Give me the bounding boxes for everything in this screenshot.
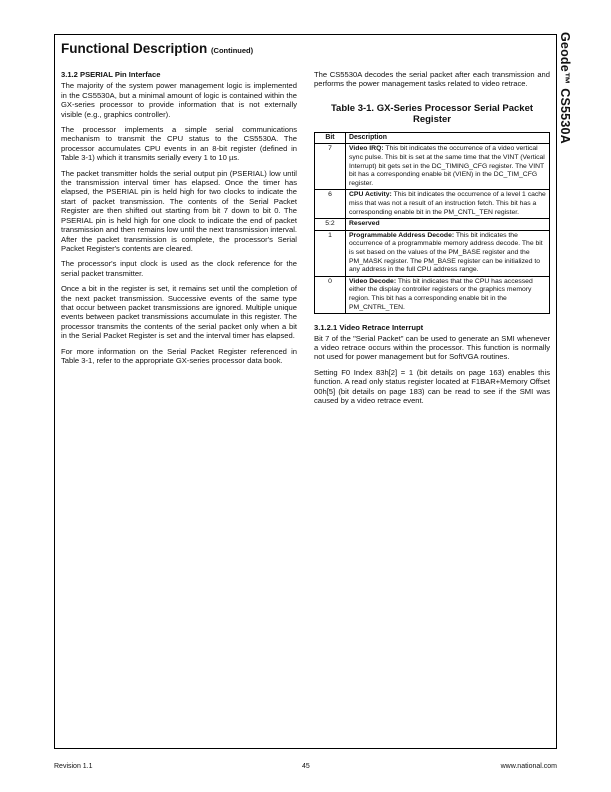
left-paragraph: The packet transmitter holds the serial output pin (PSERIAL) low until the transmission interval timer has elapsed. Once the timer has elapsed, the PSERIAL pin is held high for two clocks to indicate the start of packet transmission. The contents of the Serial Packet Register are then shifted out starting from bit 7 down to bit 0. The PSERIAL pin is held high for one clock to indicate the end of packet transmission and then remains low until the next transmission interval. After the packet transmission is complete, the processor's Serial Packet Register's contents are cleared.: [61, 168, 297, 253]
field-name: Programmable Address Decode:: [349, 231, 455, 239]
title-text: Functional Description: [61, 41, 208, 56]
product-sidebar: [560, 32, 582, 252]
right-column: [314, 70, 550, 411]
field-description: This bit indicates that the CPU has accessed either the display controller registers or the graphics memory region. This bit has a corresponding enable bit in the PM_CNTRL_TEN.: [349, 277, 533, 311]
left-paragraph: The majority of the system power management logic is implemented in the CS5530A, but a minimal amount of logic is contained within the GX-series processor to provide information that is not externally visible (e.g., graphics controller).: [61, 81, 297, 119]
register-table: [314, 132, 550, 314]
field-description: This bit indicates the occurrence of a video vertical sync pulse. This bit is set at the same time that the VINT (Vertical Interrupt) bit gets set in the DC_TIMING_CFG register. The VINT bit has a corresponding enable bit (VIEN) in the DC_TIM_CFG register.: [349, 145, 545, 187]
description-cell: [346, 190, 550, 219]
footer-revision: Revision 1.1: [54, 763, 93, 770]
description-cell: [346, 219, 550, 231]
field-description: This bit indicates the occurrence of a programmable memory address decode. The bit is set based on the values of the PM_BASE register and the PM_MASK register. The PM_BASE register can be initialized to any address in the full CPU address range.: [349, 231, 543, 274]
product-name: Geode™ CS5530A: [558, 32, 572, 144]
field-name: Video Decode:: [349, 277, 397, 285]
bit-cell: 1: [315, 230, 346, 276]
description-cell: [346, 230, 550, 276]
bit-cell: 0: [315, 276, 346, 313]
field-name: Video IRQ:: [349, 145, 384, 153]
section-heading: 3.1.2 PSERIAL Pin Interface: [61, 70, 161, 79]
table-row: [315, 219, 550, 231]
table-row: [315, 276, 550, 313]
left-paragraph: The processor implements a simple serial communications mechanism to transmit the CPU status to the CS5530A. The processor accumulates CPU events in an 8-bit register (defined in Table 3-1) which it transmits serially every 1 to 10 µs.: [61, 125, 297, 163]
field-description: This bit indicates the occurrence of a level 1 cache miss that was not a result of an instruction fetch. This bit has a corresponding enable bit in the PM_CNTL_TEN register.: [349, 191, 546, 216]
bit-cell: 7: [315, 144, 346, 190]
description-cell: [346, 276, 550, 313]
left-paragraph: For more information on the Serial Packet Register referenced in Table 3-1, refer to the appropriate GX-series processor data book.: [61, 346, 297, 365]
bit-cell: 5:2: [315, 219, 346, 231]
left-paragraph: Once a bit in the register is set, it remains set until the completion of the next packet transmission. Successive events of the same type that occur between packet transmissions are ignored. Multiple unique events between packet transmissions accumulate in this register. The processor transmits the contents of the serial packet only when a bit in the Serial Packet Register is set and the interval timer has elapsed.: [61, 284, 297, 341]
field-name: CPU Activity:: [349, 191, 392, 199]
right-paragraph: Bit 7 of the "Serial Packet" can be used to generate an SMI whenever a video retrace occurs within the processor. This function is normally not used for power management but for SoftVGA routines.: [314, 333, 550, 362]
subsection-heading: 3.1.2.1 Video Retrace Interrupt: [314, 323, 424, 333]
table-row: [315, 190, 550, 219]
header-bit: Bit: [315, 132, 346, 144]
table-row: [315, 230, 550, 276]
left-paragraph: The processor's input clock is used as the clock reference for the serial packet transmitter.: [61, 259, 297, 278]
footer-url: www.national.com: [500, 763, 557, 770]
right-intro: The CS5530A decodes the serial packet after each transmission and performs the power management tasks related to video retrace.: [314, 70, 550, 89]
bit-cell: 6: [315, 190, 346, 219]
table-row: [315, 144, 550, 190]
title-note: (Continued): [211, 46, 254, 55]
table-caption: Table 3-1. GX-Series Processor Serial Packet Register: [330, 102, 534, 125]
field-name: Reserved: [349, 220, 380, 228]
description-cell: [346, 144, 550, 190]
footer-page-number: 45: [302, 763, 310, 770]
table-header-row: [315, 132, 550, 144]
right-paragraph: Setting F0 Index 83h[2] = 1 (bit details on page 163) enables this function. A read only status register located at F1BAR+Memory Offset 00h[5] (bit details on page 183) can be read to see if the SMI was caused by a video retrace event.: [314, 367, 550, 405]
left-column: [61, 70, 297, 371]
page-title: [61, 41, 253, 56]
header-description: Description: [346, 132, 550, 144]
